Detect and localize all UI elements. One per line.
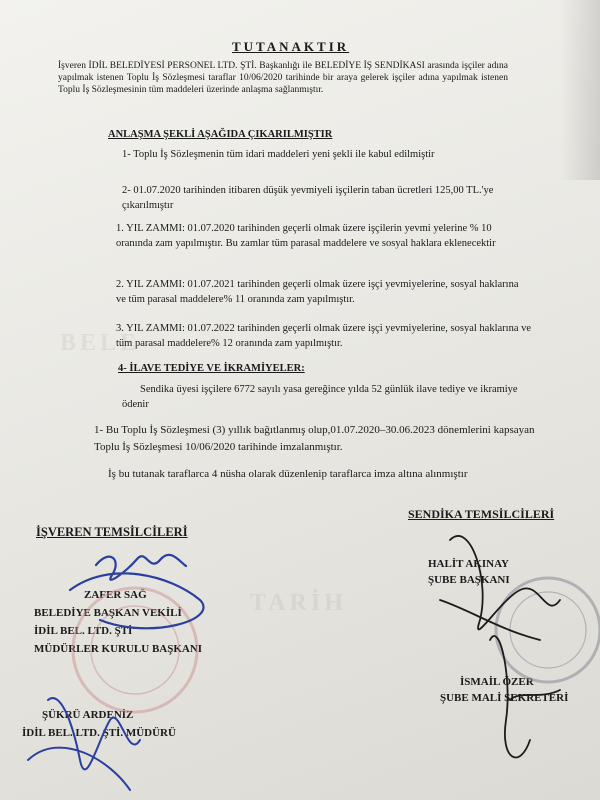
union-rep-1-signature bbox=[440, 536, 560, 640]
clause-1: 1- Toplu İş Sözleşmenin tüm idari maddeleri yeni şekli ile kabul edilmiştir bbox=[122, 149, 435, 160]
bonus-paragraph: Sendika üyesi işçilere 6772 sayılı yasa gereğince yılda 52 günlük ilave tediye ve ikramiye ödenir bbox=[122, 384, 518, 410]
bleed-through-mark: BELE bbox=[60, 330, 141, 356]
year-1-raise: 1. YIL ZAMMI: 01.07.2020 tarihinden geçerli olmak üzere işçilerin yevmi yelerine % 10 oranında zam yapılmıştır. Bu zamlar tüm parasal maddelere ve sosyal haklara eklenecektir bbox=[116, 223, 496, 249]
union-rep-2-role: ŞUBE MALİ SEKRETERİ bbox=[440, 692, 569, 704]
employer-rep-1-name: ZAFER SAĞ bbox=[84, 589, 147, 601]
union-rep-1-name: HALİT AKINAY bbox=[428, 558, 510, 570]
agreement-heading: ANLAŞMA ŞEKLİ AŞAĞIDA ÇIKARILMIŞTIR bbox=[108, 129, 333, 140]
employer-representatives-heading: İŞVEREN TEMSİLCİLERİ bbox=[36, 525, 188, 539]
bonus-heading: 4- İLAVE TEDİYE VE İKRAMİYELER: bbox=[118, 363, 305, 374]
clause-2: 2- 01.07.2020 tarihinden itibaren düşük yevmiyeli işçilerin taban ücretleri 125,00 TL.'ye çıkarılmıştır bbox=[122, 185, 494, 211]
union-rep-2-name: İSMAİL ÖZER bbox=[460, 676, 534, 688]
employer-rep-2-name: ŞÜKRÜ ARDENİZ bbox=[42, 709, 134, 721]
employer-rep-1-signature bbox=[70, 555, 204, 628]
bleed-through-mark: TARİH bbox=[250, 590, 347, 616]
closing-statement: İş bu tutanak taraflarca 4 nüsha olarak düzenlenip taraflarca imza altına alınmıştır bbox=[108, 468, 468, 480]
term-paragraph: 1- Bu Toplu İş Sözleşmesi (3) yıllık bağıtlanmış olup,01.07.2020–30.06.2023 dönemlerini kapsayan Toplu İş Sözleşmesi 10/06/2020 tarihinde imzalanmıştır. bbox=[94, 424, 535, 453]
employer-rep-1-org: İDİL BEL. LTD. ŞTİ bbox=[34, 625, 133, 637]
employer-rep-1-role: MÜDÜRLER KURULU BAŞKANI bbox=[34, 643, 203, 655]
employer-rep-1-title: BELEDİYE BAŞKAN VEKİLİ bbox=[34, 607, 182, 619]
union-representatives-heading: SENDİKA TEMSİLCİLERİ bbox=[408, 507, 555, 521]
union-rep-1-role: ŞUBE BAŞKANI bbox=[428, 574, 510, 586]
employer-seal bbox=[73, 588, 197, 712]
employer-rep-2-role: İDİL BEL. LTD. ŞTİ. MÜDÜRÜ bbox=[22, 727, 176, 739]
document-title: TUTANAKTIR bbox=[232, 39, 350, 54]
year-3-raise: 3. YIL ZAMMI: 01.07.2022 tarihinden geçerli olmak üzere işçi yevmiyelerine, sosyal haklarına ve tüm parasal maddelere% 12 oranında zam yapılmıştır. bbox=[116, 323, 532, 349]
year-2-raise: 2. YIL ZAMMI: 01.07.2021 tarihinden geçerli olmak üzere işçi yevmiyelerine, sosyal haklarına ve tüm parasal maddelere% 11 oranında zam yapılmıştır. bbox=[116, 279, 519, 305]
intro-paragraph: İşveren İDİL BELEDİYESİ PERSONEL LTD. ŞTİ. Başkanlığı ile BELEDİYE İŞ SENDİKASI arasında işçiler adına yapılmak istenen Toplu İş Sözleşmesi taraflar 10/06/2020 tarihinde bir araya gelerek işçiler adına yapılmak istenen Toplu İş Sözleşmesinin tüm maddeleri üzerinde anlaşma sağlanmıştır. bbox=[58, 61, 508, 95]
